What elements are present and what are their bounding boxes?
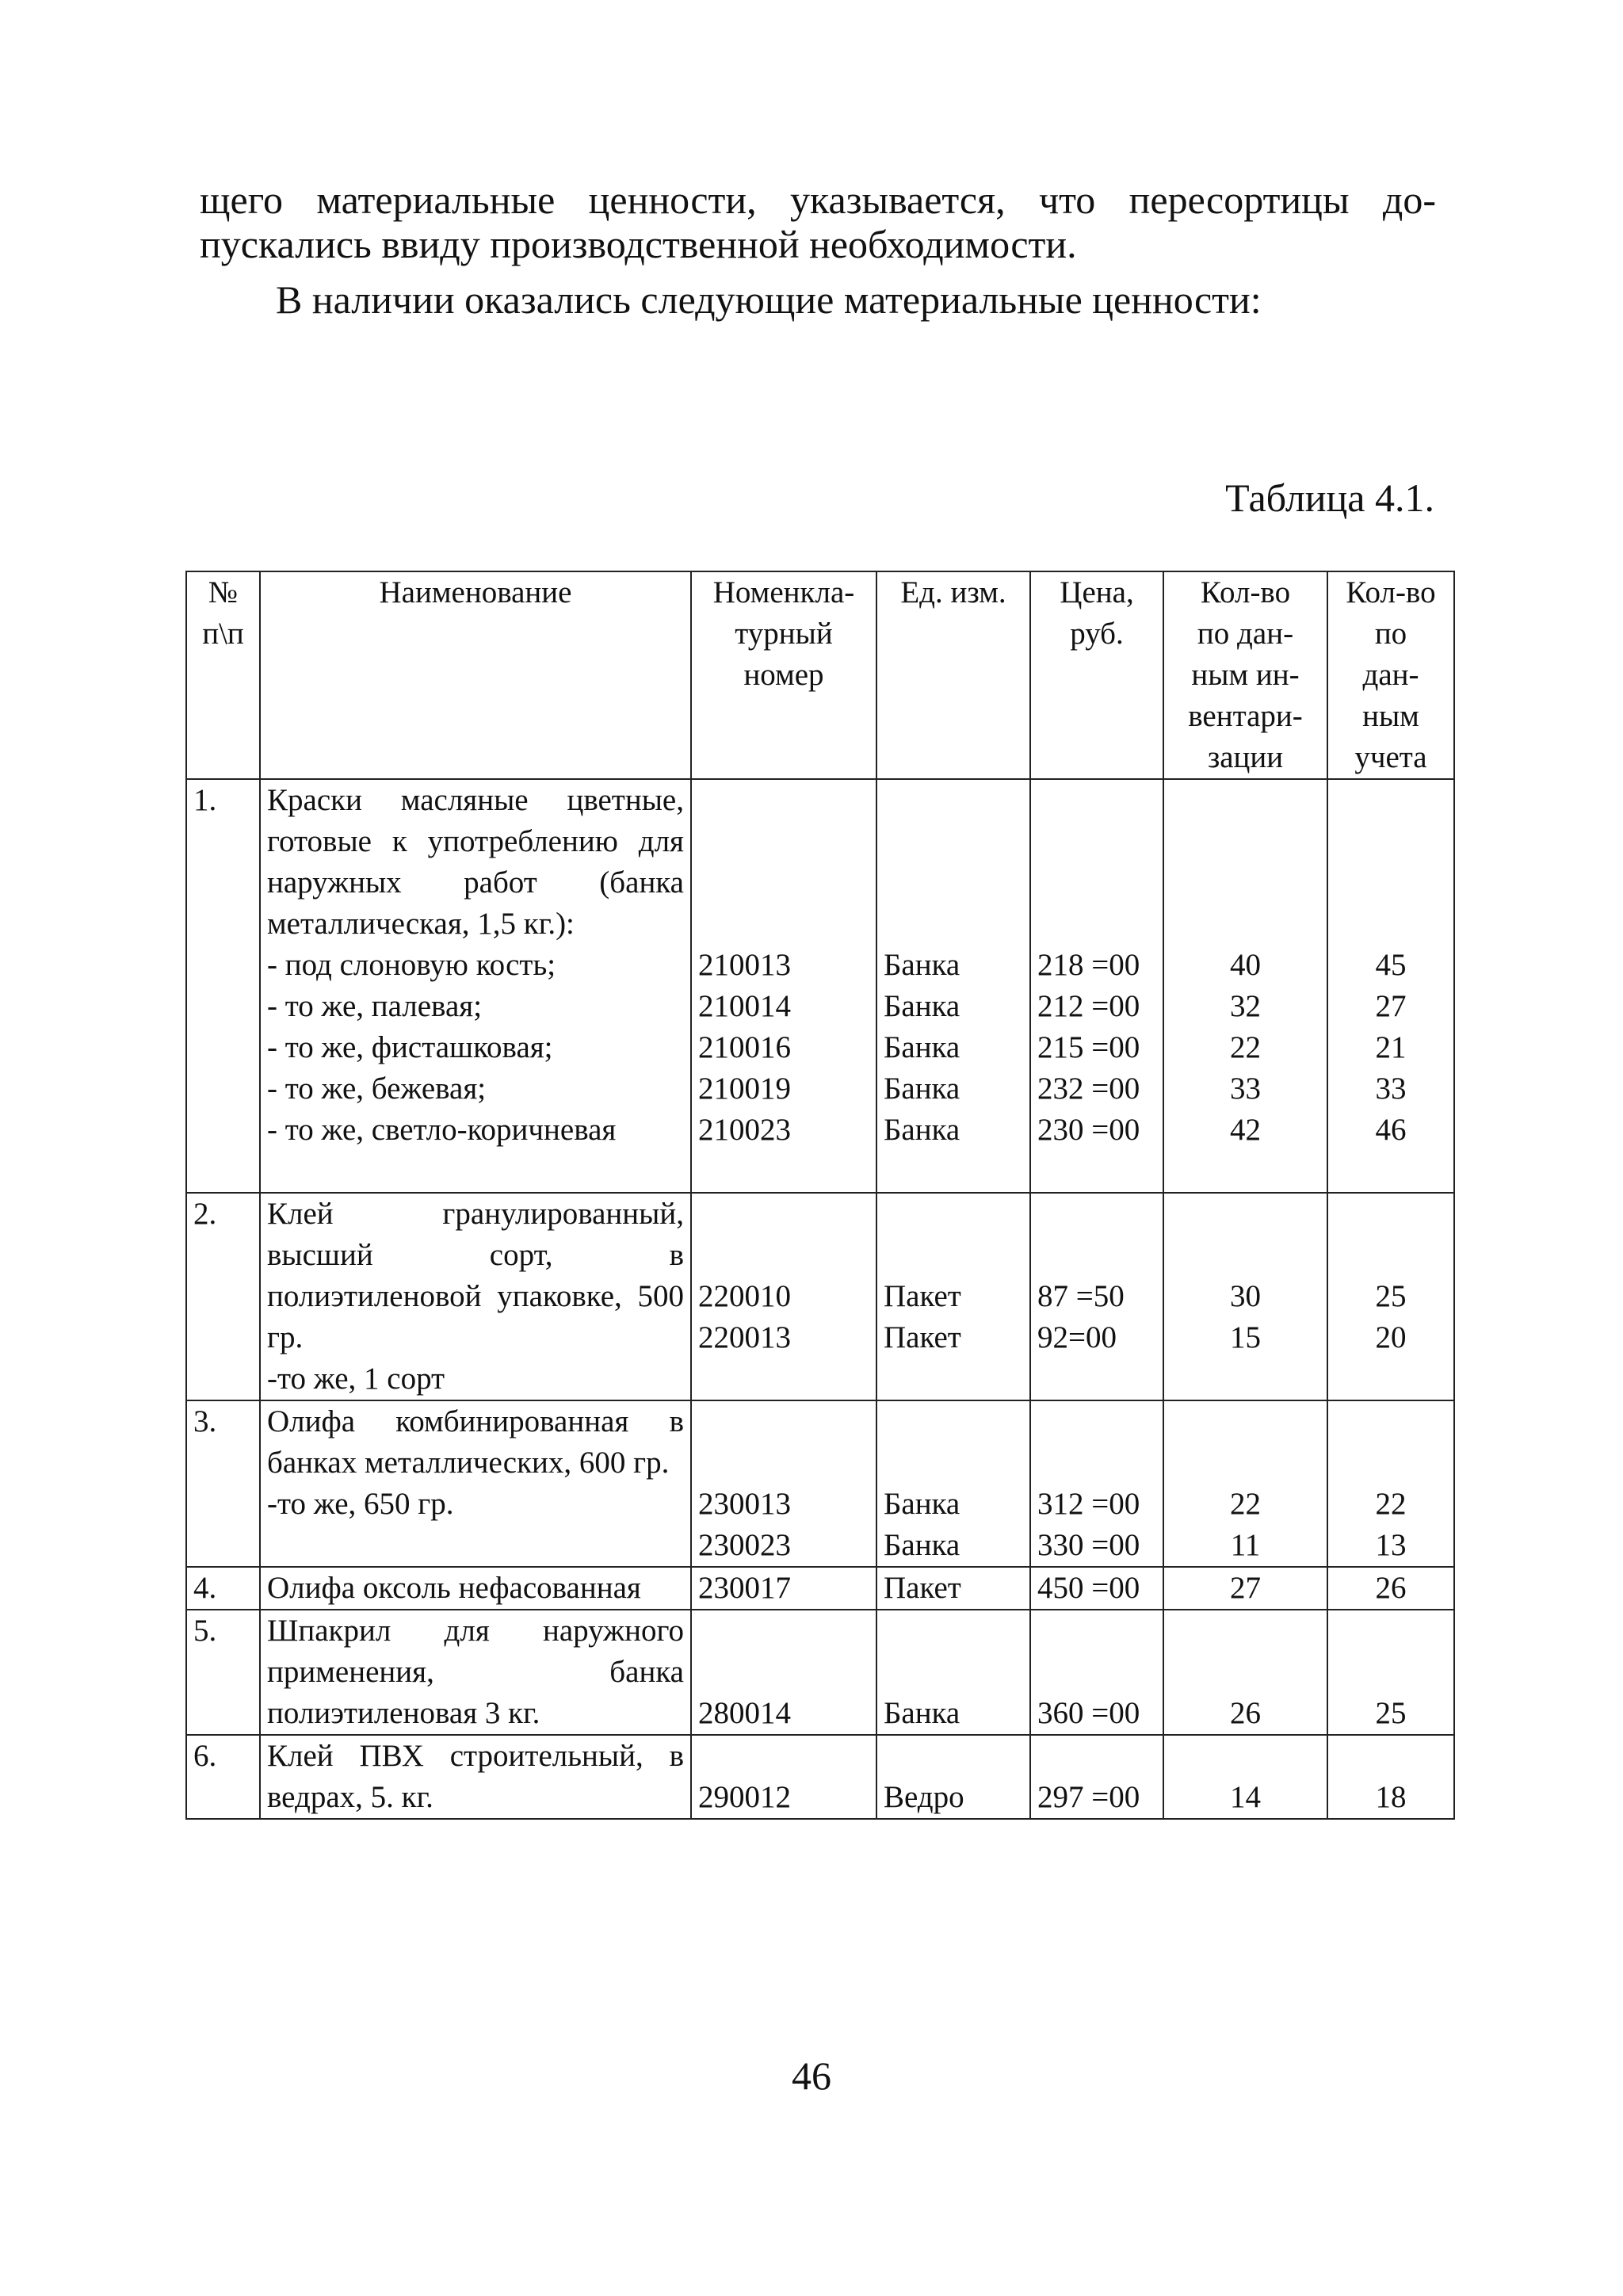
cell-line [698, 862, 869, 904]
cell-line: Пакет [884, 1320, 961, 1354]
cell-name [260, 1735, 691, 1819]
header-line: ным [1362, 699, 1419, 733]
cell-qty-inventory [1163, 1193, 1327, 1400]
header-qty-accounting [1327, 571, 1454, 779]
cell-num: 1. [186, 779, 260, 1193]
cell-line [1170, 1652, 1320, 1693]
cell-line: Банка [884, 948, 960, 982]
cell-code [691, 1193, 876, 1400]
cell-line: Банка [884, 989, 960, 1023]
cell-line [884, 1194, 1023, 1235]
cell-line: 22 [1230, 1487, 1261, 1521]
cell-price [1030, 1400, 1163, 1567]
cell-line: Клей гранулированный, высший сорт, в полиэтиленовой упаковке, 500 гр. [267, 1197, 684, 1354]
cell-line [698, 1194, 869, 1235]
cell-qty-inventory [1163, 1567, 1327, 1610]
cell-line [1335, 1235, 1447, 1276]
cell-line [698, 821, 869, 862]
cell-qty-inventory [1163, 779, 1327, 1193]
cell-line: 450 =00 [1037, 1571, 1140, 1605]
cell-num: 2. [186, 1193, 260, 1400]
cell-line: 230013 [698, 1487, 791, 1521]
cell-qty-accounting [1327, 1735, 1454, 1819]
cell-unit [876, 779, 1030, 1193]
header-line: Кол-во [1200, 575, 1291, 609]
cell-line [1037, 904, 1156, 945]
cell-num: 6. [186, 1735, 260, 1819]
header-num [186, 571, 260, 779]
cell-line: 210014 [698, 989, 791, 1023]
cell-unit [876, 1400, 1030, 1567]
header-line: Номенкла- [712, 575, 855, 609]
cell-line: Пакет [884, 1279, 961, 1313]
inventory-table [185, 571, 1455, 1820]
cell-price [1030, 1193, 1163, 1400]
cell-line [698, 1736, 869, 1777]
cell-code [691, 1567, 876, 1610]
header-line: Наименование [379, 575, 572, 609]
cell-line: Банка [884, 1113, 960, 1147]
cell-line: 92=00 [1037, 1320, 1117, 1354]
cell-line: - под слоновую кость; [267, 948, 556, 982]
cell-line: 42 [1230, 1113, 1261, 1147]
header-line: № [208, 575, 239, 609]
cell-line [1170, 780, 1320, 821]
cell-line: 27 [1230, 1571, 1261, 1605]
cell-line: 218 =00 [1037, 948, 1140, 982]
cell-line [884, 1736, 1023, 1777]
cell-qty-accounting [1327, 1567, 1454, 1610]
cell-line [1037, 1401, 1156, 1442]
cell-line: 32 [1230, 989, 1261, 1023]
cell-unit [876, 1735, 1030, 1819]
cell-line: - то же, бежевая; [267, 1072, 487, 1106]
cell-line: - то же, палевая; [267, 989, 483, 1023]
cell-code [691, 1400, 876, 1567]
cell-qty-accounting [1327, 779, 1454, 1193]
paragraph-line-2: пускались ввиду производственной необходимости. [200, 222, 1077, 266]
cell-line: Банка [884, 1072, 960, 1106]
cell-name [260, 1400, 691, 1567]
cell-line [698, 904, 869, 945]
cell-line [884, 904, 1023, 945]
cell-line [1170, 1151, 1320, 1192]
cell-qty-accounting [1327, 1610, 1454, 1735]
cell-line [1335, 1610, 1447, 1652]
header-line: руб. [1070, 617, 1124, 651]
cell-line [1037, 1235, 1156, 1276]
cell-line [1037, 780, 1156, 821]
header-row [186, 571, 1454, 779]
cell-unit [876, 1567, 1030, 1610]
cell-line [1037, 1151, 1156, 1192]
cell-line [884, 1442, 1023, 1484]
cell-line: 230017 [698, 1571, 791, 1605]
cell-price [1030, 1610, 1163, 1735]
cell-line: 45 [1375, 948, 1407, 982]
cell-line: -то же, 650 гр. [267, 1487, 454, 1521]
cell-line: 220010 [698, 1279, 791, 1313]
cell-line [698, 1235, 869, 1276]
cell-qty-accounting [1327, 1193, 1454, 1400]
cell-line: 27 [1375, 989, 1407, 1023]
cell-line [1335, 1194, 1447, 1235]
cell-line: 232 =00 [1037, 1072, 1140, 1106]
cell-line: 33 [1375, 1072, 1407, 1106]
page-number: 46 [792, 2053, 831, 2098]
header-line: Ед. изм. [900, 575, 1006, 609]
table-row [186, 1567, 1454, 1610]
cell-line [1335, 1652, 1447, 1693]
header-line: ным ин- [1191, 658, 1300, 692]
cell-line [1037, 1194, 1156, 1235]
cell-line: 30 [1230, 1279, 1261, 1313]
cell-price [1030, 1567, 1163, 1610]
table-body [186, 779, 1454, 1819]
cell-line [1037, 1652, 1156, 1693]
cell-line: 280014 [698, 1696, 791, 1730]
cell-line [884, 862, 1023, 904]
cell-line [698, 1652, 869, 1693]
header-line: Кол-во [1346, 575, 1436, 609]
cell-line: 22 [1375, 1487, 1407, 1521]
cell-price [1030, 1735, 1163, 1819]
cell-line [884, 780, 1023, 821]
cell-line: -то же, 1 сорт [267, 1362, 445, 1396]
cell-name [260, 1193, 691, 1400]
cell-num: 5. [186, 1610, 260, 1735]
table-row [186, 779, 1454, 1193]
cell-line [1170, 1736, 1320, 1777]
cell-line: 15 [1230, 1320, 1261, 1354]
cell-line [884, 1652, 1023, 1693]
cell-line [1037, 821, 1156, 862]
cell-num: 3. [186, 1400, 260, 1567]
cell-line [1335, 1442, 1447, 1484]
cell-line [698, 1401, 869, 1442]
cell-line [884, 821, 1023, 862]
cell-unit [876, 1193, 1030, 1400]
cell-line: 33 [1230, 1072, 1261, 1106]
cell-line [698, 1151, 869, 1192]
cell-line [1170, 1610, 1320, 1652]
header-line: учета [1354, 740, 1427, 774]
table-row [186, 1400, 1454, 1567]
cell-line: 312 =00 [1037, 1487, 1140, 1521]
cell-line: 26 [1375, 1571, 1407, 1605]
table-row [186, 1735, 1454, 1819]
cell-line [1037, 1610, 1156, 1652]
cell-line: 230023 [698, 1528, 791, 1562]
cell-line: 18 [1375, 1780, 1407, 1814]
cell-line: 87 =50 [1037, 1279, 1125, 1313]
cell-line: 26 [1230, 1696, 1261, 1730]
header-line: по [1374, 617, 1407, 651]
header-line: дан- [1362, 658, 1419, 692]
cell-qty-inventory [1163, 1735, 1327, 1819]
cell-line: 11 [1230, 1528, 1261, 1562]
table-row [186, 1193, 1454, 1400]
cell-name [260, 779, 691, 1193]
cell-line: - то же, фисташковая; [267, 1030, 553, 1064]
paragraph-intro: В наличии оказались следующие материальные ценности: [276, 277, 1262, 322]
cell-line [698, 1442, 869, 1484]
cell-unit [876, 1610, 1030, 1735]
header-line: вентари- [1188, 699, 1303, 733]
cell-line [1335, 1151, 1447, 1192]
cell-line: 212 =00 [1037, 989, 1140, 1023]
cell-line [884, 1151, 1023, 1192]
cell-line: 20 [1375, 1320, 1407, 1354]
header-line: зации [1207, 740, 1284, 774]
table-row [186, 1610, 1454, 1735]
cell-line [884, 1235, 1023, 1276]
table-caption: Таблица 4.1. [1225, 476, 1434, 520]
cell-line: 46 [1375, 1113, 1407, 1147]
cell-line: 297 =00 [1037, 1780, 1140, 1814]
cell-line: Банка [884, 1030, 960, 1064]
cell-line: Ведро [884, 1780, 964, 1814]
cell-line: Банка [884, 1487, 960, 1521]
cell-line: Краски масляные цветные, готовые к употреблению для наружных работ (банка металлическая, 1,5 кг.): [267, 783, 684, 941]
header-price [1030, 571, 1163, 779]
cell-line: 210019 [698, 1072, 791, 1106]
cell-line [1170, 1194, 1320, 1235]
paragraph-line-1: щего материальные ценности, указывается, что пересортицы до- [200, 178, 1436, 222]
cell-line: 210013 [698, 948, 791, 982]
cell-line: Банка [884, 1696, 960, 1730]
cell-line: 215 =00 [1037, 1030, 1140, 1064]
cell-line: 21 [1375, 1030, 1407, 1064]
cell-line: - то же, светло-коричневая [267, 1113, 617, 1147]
cell-line [1335, 1736, 1447, 1777]
cell-code [691, 779, 876, 1193]
cell-line [1037, 1736, 1156, 1777]
cell-line: 40 [1230, 948, 1261, 982]
cell-line: 330 =00 [1037, 1528, 1140, 1562]
cell-qty-inventory [1163, 1400, 1327, 1567]
header-unit [876, 571, 1030, 779]
header-line: по дан- [1197, 617, 1294, 651]
cell-line: 22 [1230, 1030, 1261, 1064]
cell-line [884, 1610, 1023, 1652]
cell-line [1170, 1442, 1320, 1484]
header-name [260, 571, 691, 779]
cell-line [1170, 1401, 1320, 1442]
cell-line: 220013 [698, 1320, 791, 1354]
cell-code [691, 1610, 876, 1735]
header-qty-inventory [1163, 571, 1327, 779]
cell-line [1170, 1235, 1320, 1276]
cell-line: 25 [1375, 1696, 1407, 1730]
cell-line [1170, 904, 1320, 945]
cell-line: 230 =00 [1037, 1113, 1140, 1147]
cell-qty-inventory [1163, 1610, 1327, 1735]
cell-line [1170, 862, 1320, 904]
cell-line: Олифа оксоль нефасованная [267, 1571, 641, 1605]
cell-line [884, 1401, 1023, 1442]
header-line: Цена, [1060, 575, 1134, 609]
cell-line [1170, 821, 1320, 862]
cell-line [1037, 862, 1156, 904]
cell-line [1335, 862, 1447, 904]
cell-line [698, 1610, 869, 1652]
header-code [691, 571, 876, 779]
cell-line: 290012 [698, 1780, 791, 1814]
cell-line [1335, 1401, 1447, 1442]
cell-line: Шпакрил для наружного применения, банка полиэтиленовая 3 кг. [267, 1614, 684, 1730]
cell-line: Пакет [884, 1571, 961, 1605]
cell-line: 13 [1375, 1528, 1407, 1562]
header-line: турный [735, 617, 833, 651]
cell-line: 210023 [698, 1113, 791, 1147]
cell-line: 210016 [698, 1030, 791, 1064]
cell-line [698, 780, 869, 821]
cell-name [260, 1567, 691, 1610]
cell-line [1335, 821, 1447, 862]
cell-price [1030, 779, 1163, 1193]
cell-num: 4. [186, 1567, 260, 1610]
header-line: п\п [202, 617, 244, 651]
cell-line: Клей ПВХ строительный, в ведрах, 5. кг. [267, 1739, 684, 1814]
cell-line: 360 =00 [1037, 1696, 1140, 1730]
cell-qty-accounting [1327, 1400, 1454, 1567]
cell-code [691, 1735, 876, 1819]
header-line: номер [743, 658, 824, 692]
cell-line: 25 [1375, 1279, 1407, 1313]
cell-line [1335, 904, 1447, 945]
cell-line: Олифа комбинированная в банках металлических, 600 гр. [267, 1404, 684, 1480]
cell-line: Банка [884, 1528, 960, 1562]
cell-line [1037, 1442, 1156, 1484]
cell-line [1335, 780, 1447, 821]
cell-line: 14 [1230, 1780, 1261, 1814]
cell-name [260, 1610, 691, 1735]
